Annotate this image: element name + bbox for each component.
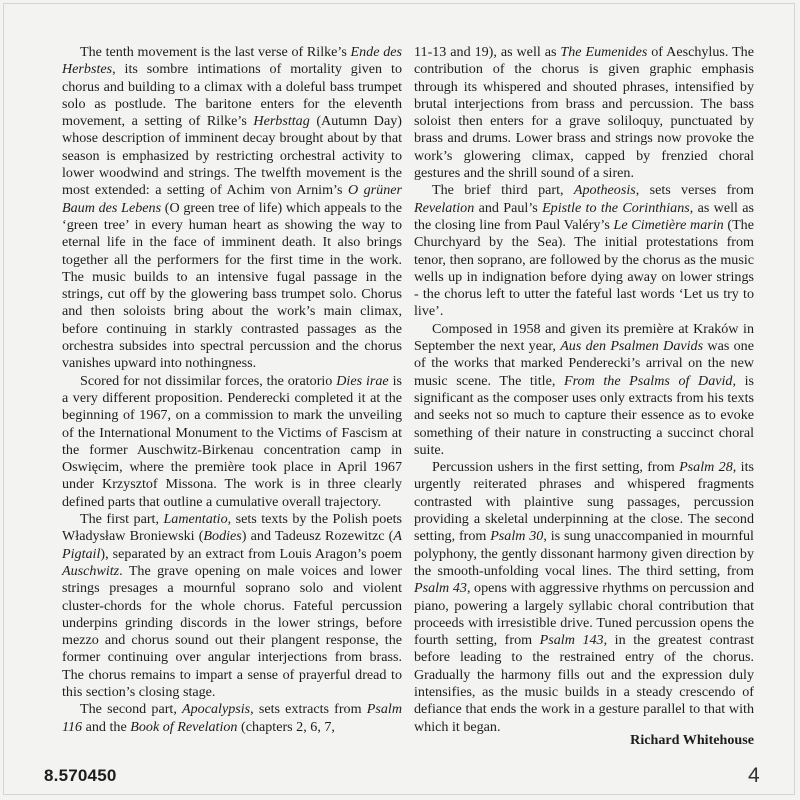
body-text: The tenth movement is the last verse of Rilke’s (80, 44, 351, 60)
italic-title-text: Psalm 43 (414, 580, 467, 597)
paragraph (62, 511, 402, 701)
right-column (414, 44, 754, 736)
body-text: (chapters 2, 6, 7, (237, 718, 335, 735)
italic-title-text: Apotheosis (573, 182, 636, 199)
body-text: and Paul’s (474, 199, 543, 216)
paragraph (414, 321, 754, 459)
body-text: is a very different proposition. Penderecki completed it at the beginning of 1967, on a commission to mark the unveiling of the International Monument to the Victims of Fascism at the former Auschwitz-Birkenau concentration camp in Oswięcim, where the première took place in April 1967 under Krzysztof Missona. The work is in three clearly defined parts that outline a cumulative overall trajectory. (62, 372, 402, 510)
italic-title-text: Ende des Herbstes (62, 44, 402, 78)
paragraph (62, 701, 402, 736)
body-text: The second part, (80, 701, 183, 718)
page-number: 4 (748, 764, 760, 787)
body-text: , its sombre intimations of mortality given to chorus and building to a climax with a doleful bass trumpet solo as postlude. The baritone enters for the eleventh movement, a setting of Rilke’s (62, 61, 402, 130)
body-text: The first part, (80, 511, 164, 528)
paragraph (62, 373, 402, 511)
body-text: , opens with aggressive rhythms on percussion and piano, powering a largely syllabic choral contribution that proceeds with irresistible drive. Tuned percussion opens the fourth setting, from (414, 580, 754, 649)
italic-title-text: Book of Revelation (130, 718, 238, 735)
body-text: of Aeschylus. The contribution of the chorus is given graphic emphasis through its whispered and shouted phrases, intensified by brutal interjections from brass and percussion. The bass soloist then enters for a grave soliloquy, punctuated by brass and drums. Lower brass and strings now provoke the work’s glowering climax, capped by frenzied choral gestures and the shrill sound of a siren. (414, 44, 754, 182)
italic-title-text: Dies irae (336, 372, 389, 389)
body-text: ), separated by an extract from Louis Aragon’s poem (100, 545, 402, 562)
italic-title-text: Auschwitz (62, 562, 120, 579)
italic-title-text: Bodies (203, 528, 242, 545)
body-text: , in the greatest contrast before leading to the restrained entry of the chorus. Gradually the harmony fills out and the expression duly intensifies, as the music builds in a steady crescendo of defiance that ends the work in a gesture parallel to that with which it began. (414, 632, 754, 735)
body-text: was one of the works that marked Penderecki’s arrival on the new music scene. The title, (414, 338, 754, 389)
italic-title-text: Lamentatio (163, 511, 228, 528)
body-text: , is significant as the composer uses only extracts from his texts and seeks not so much to capture their essence as to evoke something of their nature in constructing a succinct choral suite. (414, 372, 755, 458)
body-text: The brief third part, (432, 182, 574, 199)
italic-title-text: O grüner Baum des Lebens (62, 182, 402, 216)
paragraph (62, 44, 402, 373)
italic-title-text: Apocalypsis (182, 701, 251, 718)
body-text: Percussion ushers in the first setting, from (432, 459, 680, 476)
body-text: 11-13 and 19), as well as (414, 44, 561, 60)
paragraph (414, 459, 754, 736)
body-text: (Autumn Day) whose description of imminent decay brought about by that season is emphasized by restricting orchestral activity to lower woodwind and strings. The twelfth movement is the most extended: a setting of Achim von Arnim’s (62, 113, 402, 199)
author-signature: Richard Whitehouse (630, 732, 754, 748)
paragraph (414, 44, 754, 182)
italic-title-text: Psalm 116 (62, 701, 402, 735)
italic-title-text: Herbsttag (253, 113, 310, 130)
body-text: , sets extracts from (250, 701, 367, 718)
italic-title-text: Psalm 143 (539, 632, 604, 649)
italic-title-text: Psalm 28 (679, 459, 733, 476)
body-text: , sets texts by the Polish poets Władysław Broniewski ( (62, 511, 403, 545)
body-text: . The grave opening on male voices and lower strings presages a mournful soprano solo and violent cluster-chords for the whole chorus. Fateful percussion underpins grinding discords in the lower strings, before mezzo and chorus sound out their plangent response, the former continuing over angular interjections from brass. The chorus remains to impart a sense of prayerful dread to this section’s closing stage. (62, 562, 402, 700)
body-text: , sets verses from (635, 182, 754, 199)
italic-title-text: Revelation (414, 199, 475, 216)
body-text: Composed in 1958 and given its première at Kraków in September the next year, (414, 320, 754, 355)
italic-title-text: Epistle to the Corinthians (542, 199, 690, 216)
left-column (62, 44, 402, 736)
italic-title-text: Psalm 30 (490, 528, 544, 545)
catalog-number: 8.570450 (44, 766, 117, 785)
italic-title-text: A Pigtail (62, 528, 402, 562)
body-text: (O green tree of life) which appeals to the ‘green tree’ in every human heart as showing the way to eternal life in the face of imminent death. It also brings together all the performers for the first time in the work. The music builds to an intensive fugal passage in the strings, cut off by the glowering bass trumpet solo. Chorus and then soloists bring about the work’s main climax, before continuing in starkly contrasted passages as the orchestra subsides into spectral percussion and the chorus vanishes upward into nothingness. (62, 199, 402, 372)
italic-title-text: Aus den Psalmen Davids (560, 338, 704, 355)
body-text: ) and Tadeusz Rozewitzc ( (241, 528, 394, 545)
body-text: , as well as the closing line from Paul Valéry’s (414, 199, 754, 233)
body-text: , its urgently reiterated phrases and whispered fragments contrasted with plaintive sung passages, percussion providing a skeletal underpinning at the close. The second setting, from (414, 459, 754, 545)
paragraph (414, 182, 754, 320)
italic-title-text: Le Cimetière marin (613, 216, 724, 233)
italic-title-text: From the Psalms of David (563, 372, 733, 389)
italic-title-text: The Eumenides (560, 44, 648, 60)
body-text: (The Churchyard by the Sea). The initial protestations from tenor, then soprano, are followed by the chorus as the music wells up in indignation before dying away on lower strings - the chorus left to utter the fateful last words ‘Let us try to live’. (414, 216, 754, 320)
body-text: , is sung unaccompanied in mournful polyphony, the gently dissonant harmony given direction by the smooth-unfolding vocal lines. The third setting, from (414, 528, 754, 579)
body-text: Scored for not dissimilar forces, the oratorio (80, 372, 337, 389)
body-text: and the (82, 718, 131, 735)
